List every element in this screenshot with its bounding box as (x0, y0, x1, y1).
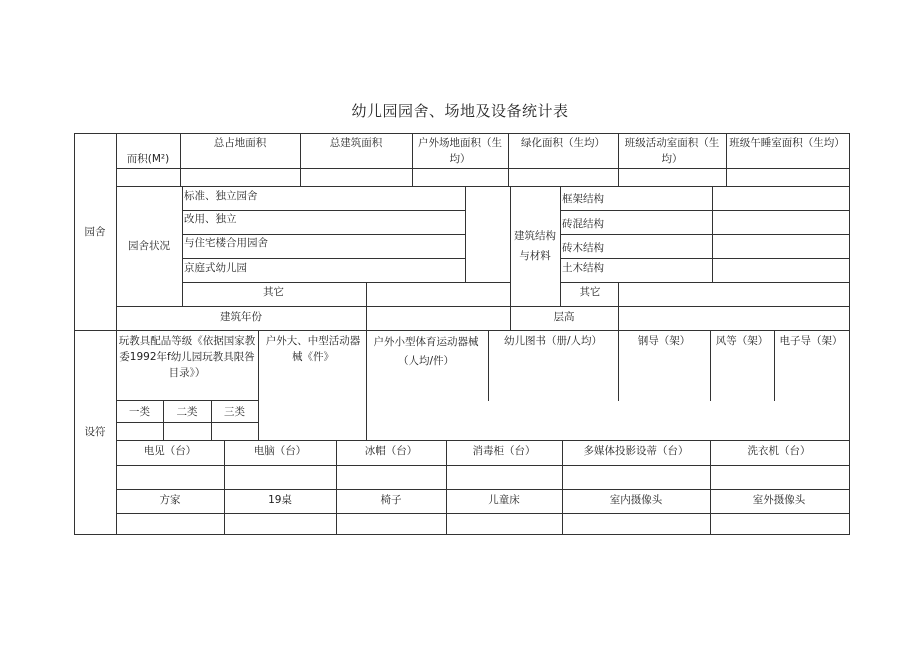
equip-header-outdoor-small: 户外小型体育运动器械（人均/件） (373, 336, 479, 367)
toys-grade-header: 玩教具配品等级《依据国家教委1992年f幼儿园玩教具限咎目录》） (118, 335, 256, 379)
table-rule-vertical (116, 133, 117, 535)
table-rule-horizontal (182, 210, 466, 211)
table-rule-vertical (508, 133, 509, 187)
equip-fridge: 冰帽（台） (364, 445, 418, 457)
table-rule-vertical (412, 133, 413, 187)
table-rule-horizontal (116, 465, 850, 466)
structure-item-earth-wood: 土木结构 (562, 262, 604, 274)
table-rule-vertical (74, 133, 75, 535)
equip-header-outdoor-large: 户外大、中型活动器械《件》 (265, 335, 361, 363)
structure-item-frame: 框架结构 (562, 193, 604, 205)
area-header-napping-room: 班级午睡室面积（生均） (729, 137, 845, 149)
equip-desk: 19桌 (268, 494, 292, 506)
structure-label: 建筑结构与材料 (514, 230, 556, 262)
table-rule-vertical (710, 440, 711, 535)
table-rule-vertical (446, 440, 447, 535)
table-rule-vertical (258, 330, 259, 441)
table-rule-vertical (224, 440, 225, 535)
table-rule-vertical (560, 186, 561, 307)
area-header-total-land: 总占地面积 (213, 137, 267, 149)
equip-computer: 电脑（台） (253, 445, 307, 457)
area-header-total-building: 总建筑面积 (329, 137, 383, 149)
building-status-item-1: 标准、独立园舍 (184, 190, 258, 202)
table-rule-horizontal (182, 258, 466, 259)
table-rule-vertical (774, 330, 775, 401)
table-rule-horizontal (116, 513, 850, 514)
equip-indoor-camera: 室内摄像头 (609, 494, 663, 506)
equip-child-bed: 儿童床 (488, 494, 520, 506)
table-rule-horizontal (116, 422, 259, 423)
table-rule-vertical (849, 133, 850, 535)
structure-item-brick-wood: 砖木结构 (562, 242, 604, 254)
table-rule-vertical (710, 330, 711, 401)
table-rule-horizontal (74, 330, 850, 331)
section-label-yuanshe: 园舍 (84, 226, 106, 238)
area-header-classroom: 班级活动室面积（生均） (624, 137, 720, 165)
toys-class-3: 三类 (224, 406, 245, 418)
table-rule-horizontal (560, 258, 850, 259)
table-rule-horizontal (74, 133, 850, 134)
equip-tv: 电见（台） (143, 445, 197, 457)
table-rule-horizontal (116, 489, 850, 490)
table-rule-horizontal (560, 210, 850, 211)
toys-class-2: 二类 (176, 406, 198, 418)
table-rule-vertical (211, 400, 212, 441)
table-rule-horizontal (116, 306, 850, 307)
table-rule-vertical (366, 282, 367, 331)
table-rule-vertical (510, 186, 511, 331)
table-rule-vertical (488, 330, 489, 401)
table-rule-vertical (726, 133, 727, 187)
table-rule-vertical (163, 400, 164, 441)
table-rule-horizontal (116, 168, 850, 169)
table-rule-vertical (712, 186, 713, 283)
table-rule-horizontal (560, 234, 850, 235)
building-status-other: 其它 (263, 286, 284, 298)
area-header-green: 绿化面积（生均） (521, 137, 605, 149)
building-year-label: 建筑年份 (220, 311, 262, 323)
equip-table: 方家 (159, 494, 181, 506)
table-rule-horizontal (182, 282, 511, 283)
table-rule-vertical (618, 330, 619, 401)
equip-chair: 椅子 (380, 494, 402, 506)
structure-other: 其它 (579, 286, 601, 298)
toys-class-1: 一类 (129, 406, 150, 418)
equip-washing-machine: 洗衣机（台） (747, 445, 811, 457)
table-rule-vertical (366, 330, 367, 441)
table-rule-vertical (562, 440, 563, 535)
equip-header-piano: 钢导（架） (637, 335, 691, 347)
table-rule-vertical (618, 133, 619, 187)
table-rule-vertical (182, 186, 183, 307)
building-status-label: 园舍状况 (128, 240, 170, 252)
section-label-shebei: 设符 (84, 426, 106, 438)
equip-header-electronic-keyboard: 电子导（架） (779, 335, 843, 347)
form-title: 幼儿园园舍、场地及设备统计表 (351, 102, 569, 120)
table-rule-horizontal (560, 282, 850, 283)
table-rule-horizontal (116, 400, 259, 401)
table-rule-vertical (180, 133, 181, 187)
equip-header-books: 幼儿图书（册/人均） (503, 335, 603, 347)
building-status-item-4: 京庭式幼儿园 (184, 262, 247, 274)
equip-outdoor-camera: 室外摄像头 (752, 494, 806, 506)
table-rule-vertical (618, 282, 619, 331)
area-row-label: 而积(M²) (126, 153, 170, 165)
area-header-outdoor: 户外场地面积（生均） (418, 137, 502, 165)
table-rule-horizontal (116, 440, 259, 441)
table-rule-horizontal (116, 186, 850, 187)
floor-height-label: 层高 (553, 311, 575, 323)
equip-sterilizer: 消毒柜（台） (472, 445, 536, 457)
table-rule-vertical (336, 440, 337, 535)
equip-header-organ: 风等（架） (715, 335, 769, 347)
structure-item-brick-concrete: 砖混结构 (562, 218, 604, 230)
table-rule-vertical (465, 186, 466, 283)
building-status-item-3: 与住宅楼合用园舍 (184, 237, 268, 249)
table-rule-horizontal (74, 534, 850, 535)
table-rule-horizontal (258, 440, 850, 441)
building-status-item-2: 改用、独立 (184, 213, 237, 225)
table-rule-vertical (300, 133, 301, 187)
equip-projector: 多媒体投影设蒂（台） (583, 445, 689, 457)
table-rule-horizontal (182, 234, 466, 235)
